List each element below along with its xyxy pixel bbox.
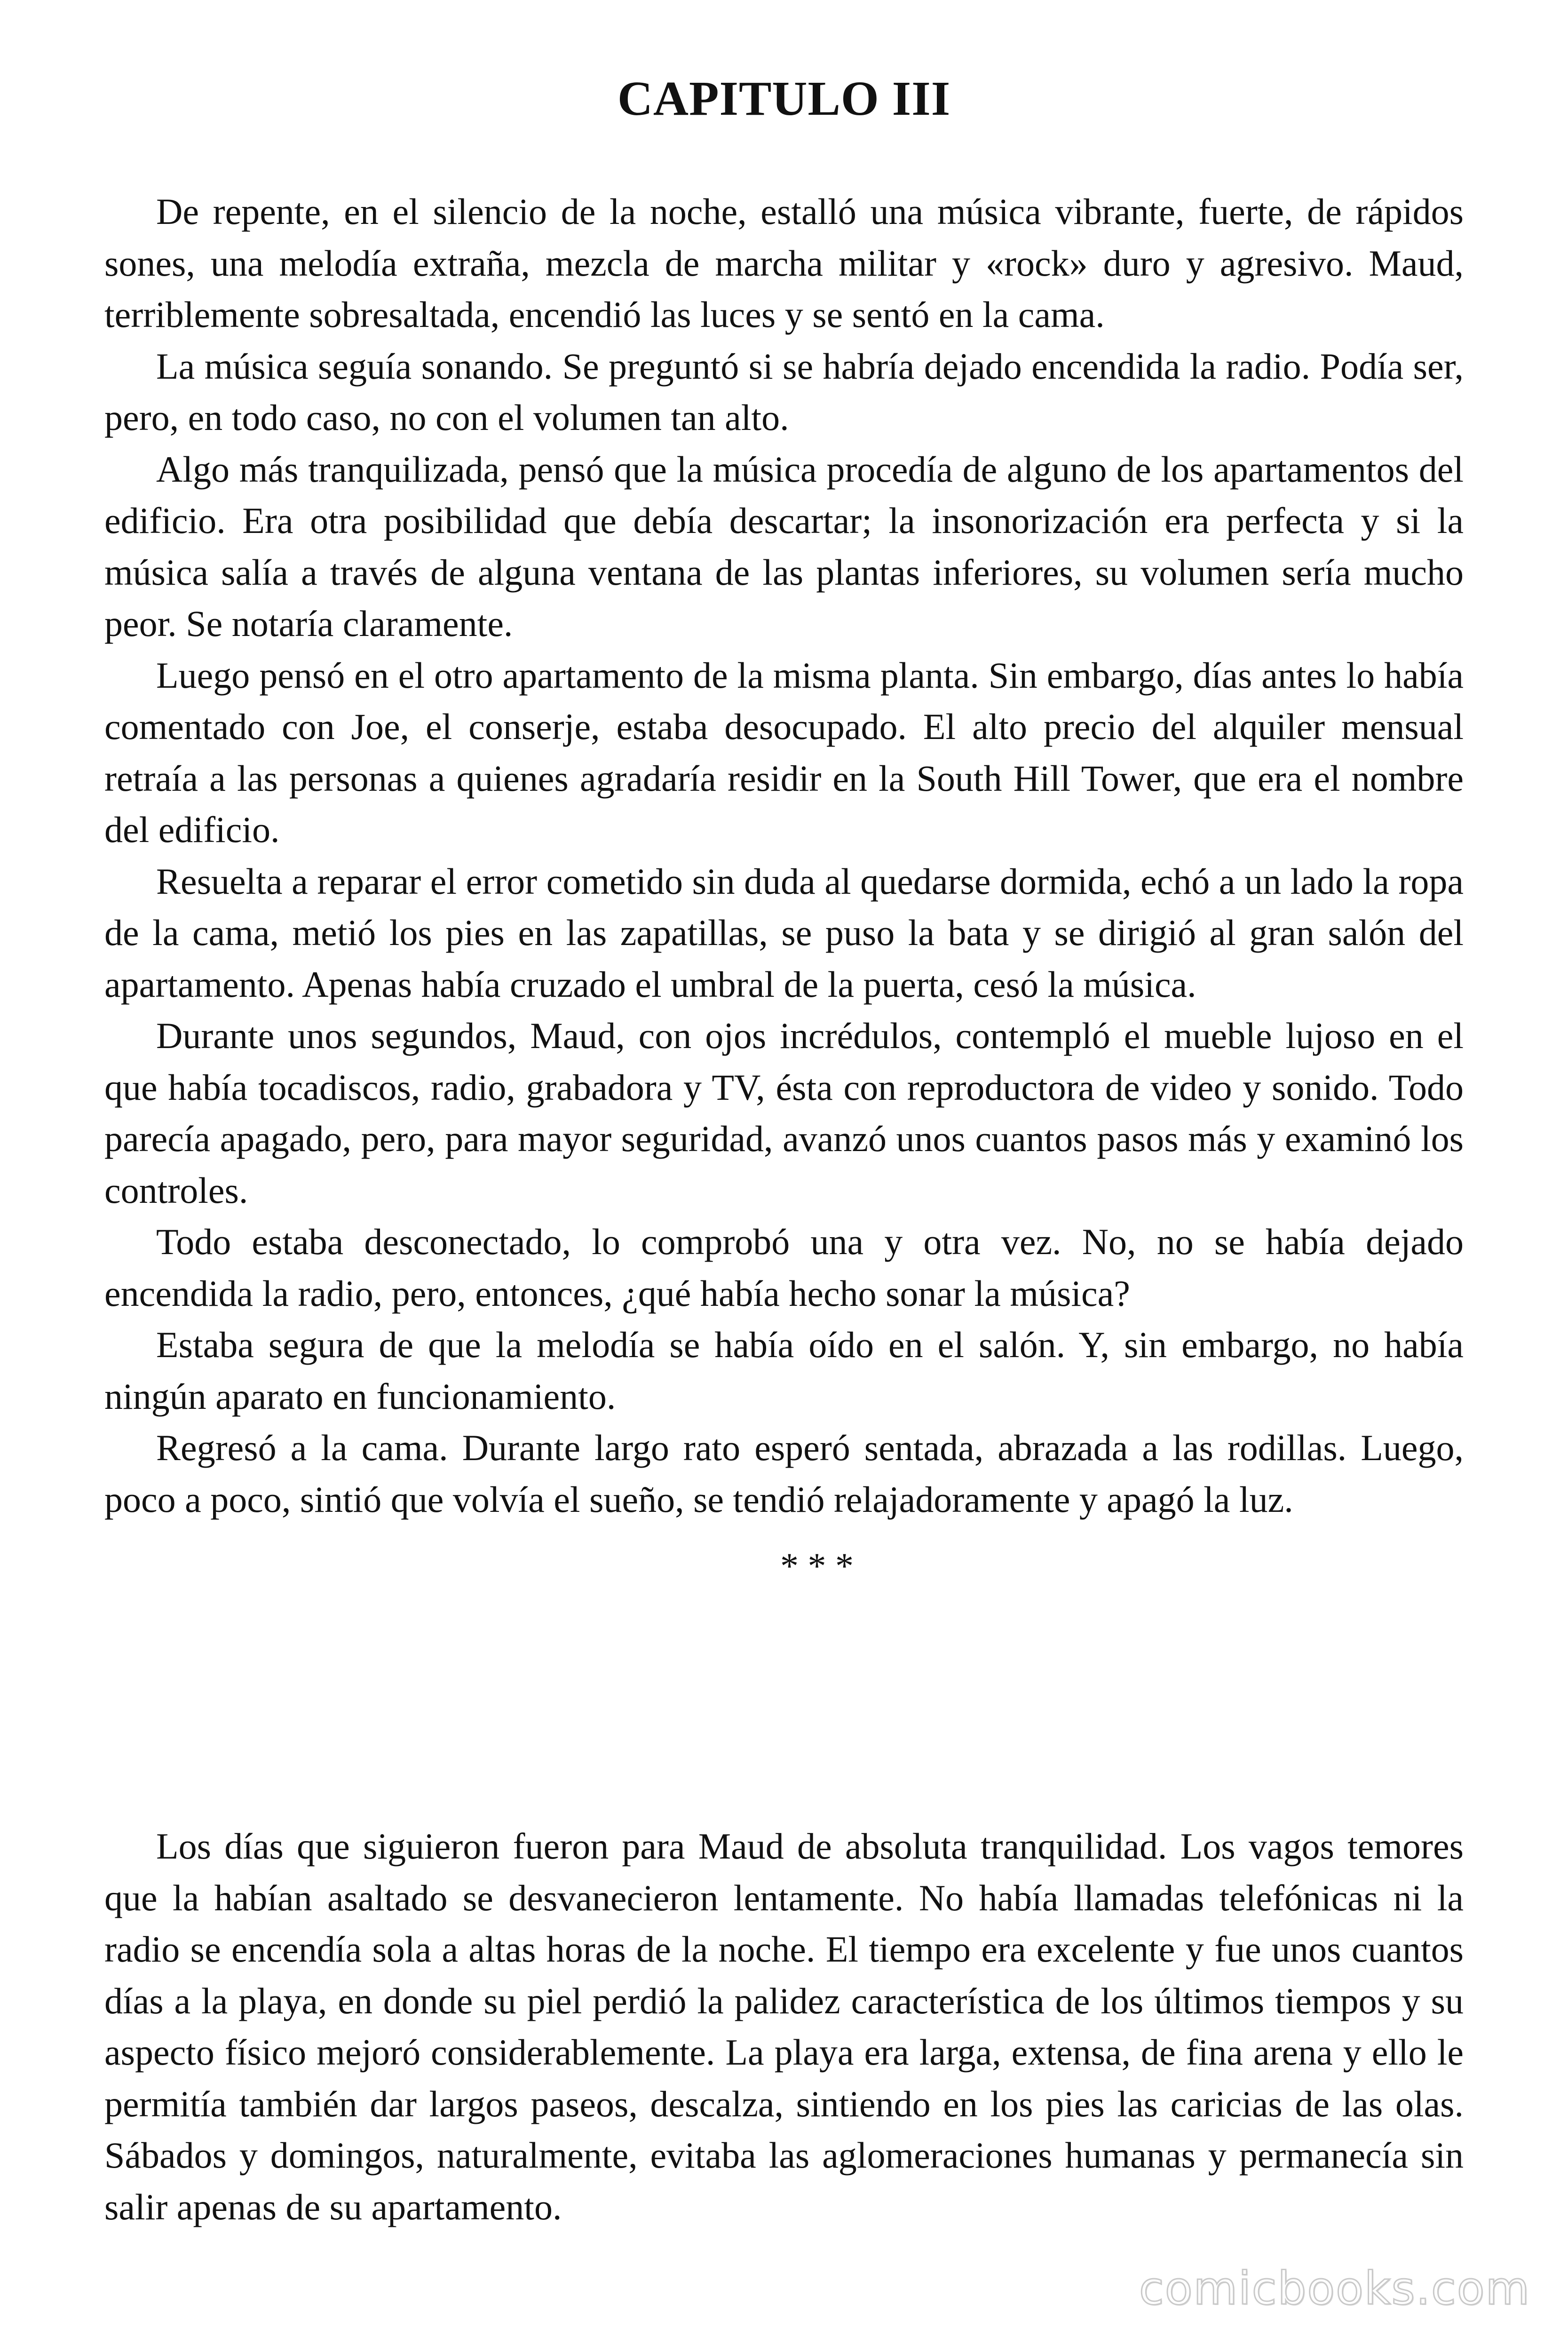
- paragraph: Regresó a la cama. Durante largo rato esperó sentada, abrazada a las rodillas. Luego, poco a poco, sintió que volvía el sueño, se tendió relajadoramente y apagó la luz.: [104, 1427, 1464, 1520]
- paragraph: Los días que siguieron fueron para Maud de absoluta tranquilidad. Los vagos temores que la habían asaltado se desvanecieron lentamente. No había llamadas telefónicas ni la radio se encendía sola a altas horas de la noche. El tiempo era excelente y fue unos cuantos días a la playa, en donde su piel perdió la palidez característica de los últimos tiempos y su aspecto físico mejoró considerablemente. La playa era larga, extensa, de fina arena y ello le permitía también dar largos paseos, descalza, sintiendo en los pies las caricias de las olas. Sábados y domingos, naturalmente, evitaba las aglomeraciones humanas y permanecía sin salir apenas de su apartamento.: [104, 1826, 1464, 2227]
- section-two-body: [104, 1820, 1464, 2233]
- chapter-body: [104, 186, 1464, 1629]
- chapter-title: CAPITULO III: [617, 72, 951, 126]
- paragraph: Estaba segura de que la melodía se había oído en el salón. Y, sin embargo, no había ningún aparato en funcionamiento.: [104, 1324, 1464, 1417]
- paragraph: La música seguía sonando. Se preguntó si se habría dejado encendida la radio. Podía ser, pero, en todo caso, no con el volumen tan alto.: [104, 345, 1464, 438]
- paragraph: Algo más tranquilizada, pensó que la música procedía de alguno de los apartamentos del edificio. Era otra posibilidad que debía descartar; la insonorización era perfecta y si la música salía a través de alguna ventana de las plantas inferiores, su volumen sería mucho peor. Se notaría claramente.: [104, 448, 1464, 644]
- section-separator: * * *: [780, 1545, 854, 1586]
- paragraph: Luego pensó en el otro apartamento de la misma planta. Sin embargo, días antes lo había comentado con Joe, el conserje, estaba desocupado. El alto precio del alquiler mensual retraía a las personas a quienes agradaría residir en la South Hill Tower, que era el nombre del edificio.: [104, 654, 1464, 850]
- paragraph: Resuelta a reparar el error cometido sin duda al quedarse dormida, echó a un lado la ropa de la cama, metió los pies en las zapatillas, se puso la bata y se dirigió al gran salón del apartamento. Apenas había cruzado el umbral de la puerta, cesó la música.: [104, 860, 1464, 1005]
- watermark-logo: comicbooks.com: [1139, 2262, 1530, 2315]
- paragraph: Durante unos segundos, Maud, con ojos incrédulos, contempló el mueble lujoso en el que había tocadiscos, radio, grabadora y TV, ésta con reproductora de video y sonido. Todo parecía apagado, pero, para mayor seguridad, avanzó unos cuantos pasos más y examinó los controles.: [104, 1015, 1464, 1211]
- paragraph: Todo estaba desconectado, lo comprobó una y otra vez. No, no se había dejado encendida la radio, pero, entonces, ¿qué había hecho sonar la música?: [104, 1221, 1464, 1314]
- paragraph: De repente, en el silencio de la noche, estalló una música vibrante, fuerte, de rápidos sones, una melodía extraña, mezcla de marcha militar y «rock» duro y agresivo. Maud, terriblemente sobresaltada, encendió las luces y se sentó en la cama.: [104, 191, 1464, 335]
